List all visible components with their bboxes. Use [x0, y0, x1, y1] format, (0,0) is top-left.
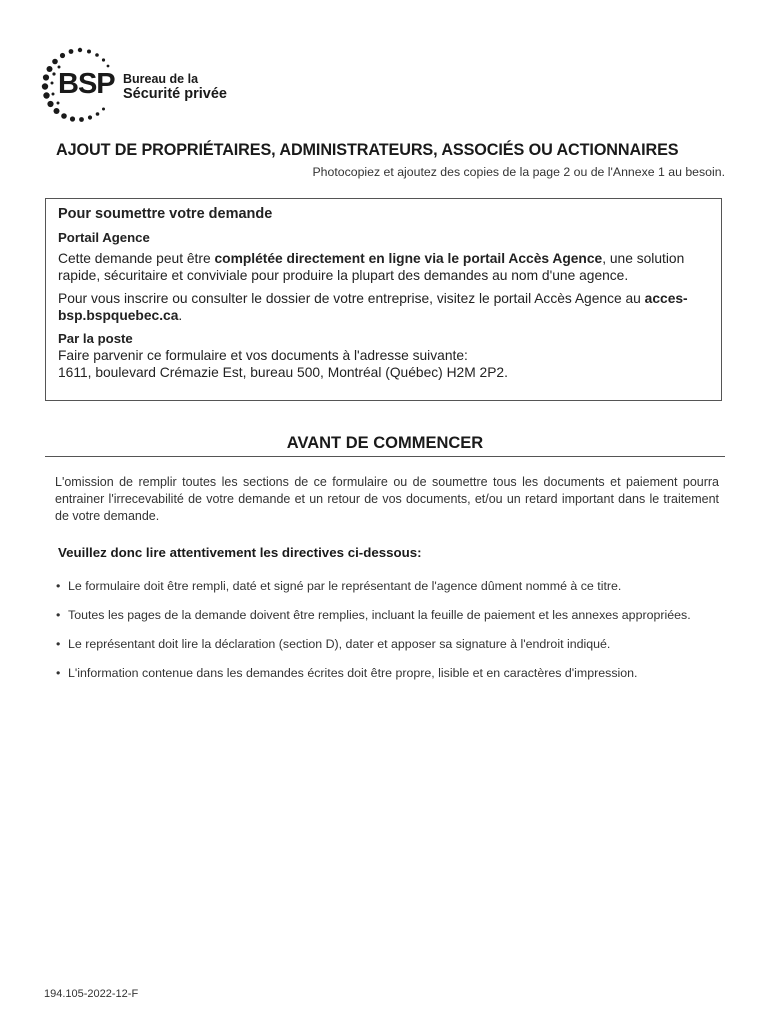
list-item	[56, 578, 724, 594]
portal-p2-text: Pour vous inscrire ou consulter le dossier de votre entreprise, visitez le portail Accès Agence au	[58, 291, 645, 306]
mail-heading: Par la poste	[58, 331, 133, 346]
bullet-icon: •	[56, 579, 61, 593]
logo-acronym: BSP	[58, 68, 115, 100]
submission-info-box	[45, 198, 722, 401]
page-title: AJOUT DE PROPRIÉTAIRES, ADMINISTRATEURS, ASSOCIÉS OU ACTIONNAIRES	[56, 141, 679, 159]
portal-paragraph-2	[58, 290, 709, 324]
directives-list	[56, 578, 724, 694]
portal-link[interactable]: acces-bsp.bspquebec.ca	[58, 291, 688, 323]
bsp-logo	[40, 44, 240, 124]
portal-p2-end: .	[178, 308, 183, 323]
logo-line-2: Sécurité privée	[123, 86, 227, 102]
list-item	[56, 607, 724, 623]
intro-paragraph: L'omission de remplir toutes les sections de ce formulaire ou de soumettre tous les documents et paiement pourra entrainer l'irrecevabilité de votre demande et un retour de vos documents, et/ou un retard important dans le traitement de votre demande.	[55, 475, 719, 523]
list-item-text: Le représentant doit lire la déclaration (section D), dater et apposer sa signature à l'endroit indiqué.	[68, 637, 611, 651]
mail-line-1: Faire parvenir ce formulaire et vos documents à l'adresse suivante:	[58, 348, 468, 363]
bullet-icon: •	[56, 637, 61, 651]
page-subtitle: Photocopiez et ajoutez des copies de la page 2 ou de l'Annexe 1 au besoin.	[312, 165, 725, 179]
bullet-icon: •	[56, 666, 61, 680]
portal-paragraph-1	[58, 250, 709, 284]
directives-title: Veuillez donc lire attentivement les directives ci-dessous:	[58, 545, 422, 560]
bullet-icon: •	[56, 608, 61, 622]
section-heading-before-start: AVANT DE COMMENCER	[45, 434, 725, 457]
portal-p1-text-end: , une solution rapide, sécuritaire et conviviale pour produire la plupart des demandes au nom d'une agence.	[58, 251, 685, 283]
portal-heading: Portail Agence	[58, 230, 150, 245]
list-item-text: Le formulaire doit être rempli, daté et signé par le représentant de l'agence dûment nommé à ce titre.	[68, 579, 622, 593]
logo-line-1: Bureau de la	[123, 72, 199, 86]
list-item	[56, 636, 724, 652]
list-item-text: L'information contenue dans les demandes écrites doit être propre, lisible et en caractères d'impression.	[68, 666, 638, 680]
form-code: 194.105-2022-12-F	[44, 988, 139, 1000]
portal-p1-bold: complétée directement en ligne via le portail Accès Agence	[214, 251, 603, 266]
submission-box-title: Pour soumettre votre demande	[58, 206, 273, 222]
mail-address: 1611, boulevard Crémazie Est, bureau 500, Montréal (Québec) H2M 2P2.	[58, 365, 508, 380]
portal-p1-text: Cette demande peut être	[58, 251, 215, 266]
list-item-text: Toutes les pages de la demande doivent être remplies, incluant la feuille de paiement et les annexes appropriées.	[68, 608, 691, 622]
list-item	[56, 665, 724, 681]
